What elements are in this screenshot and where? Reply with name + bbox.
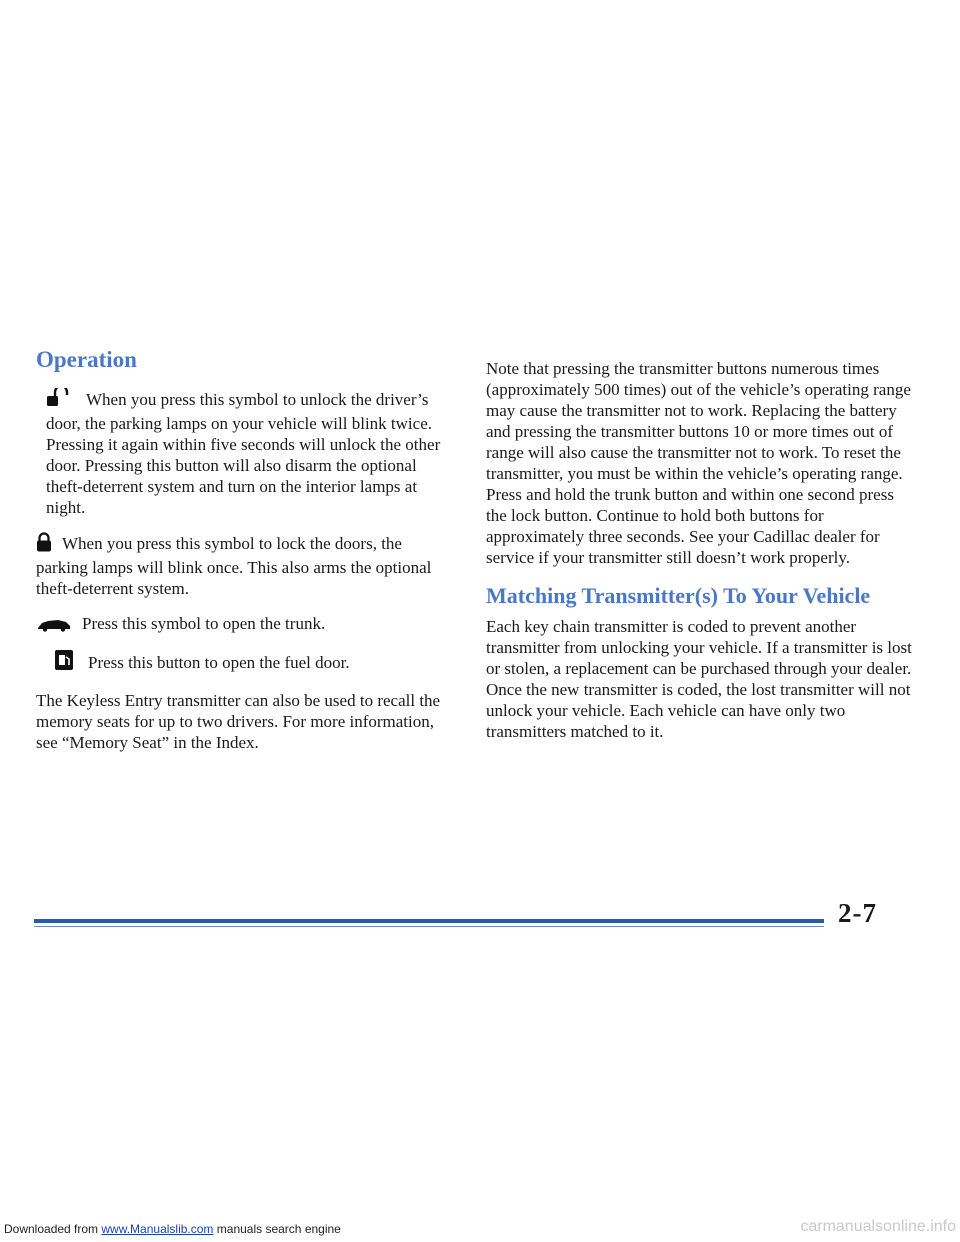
- left-column: [36, 346, 456, 767]
- matching-heading: Matching Transmitter(s) To Your Vehicle: [486, 583, 871, 608]
- manualslib-link[interactable]: www.Manualslib.com: [101, 1222, 214, 1236]
- operation-heading: Operation: [36, 347, 137, 372]
- footer-prefix: Downloaded from: [4, 1222, 102, 1236]
- matching-paragraph: Each key chain transmitter is coded to prevent another transmitter from unlocking your vehicle. If a transmitter is lost or stolen, a replacement can be purchased through your dealer. Once the new transmitter is coded, the lost transmitter will not unlock your vehicle. Each vehicle can have only two transmitters matched to it.: [486, 617, 912, 741]
- trunk-icon: [36, 616, 72, 637]
- watermark: carmanualsonline.info: [800, 1218, 956, 1235]
- trunk-paragraph: [36, 613, 456, 637]
- unlock-paragraph: [36, 388, 456, 518]
- memory-paragraph: The Keyless Entry transmitter can also be used to recall the memory seats for up to two drivers. For more information, see “Memory Seat” in the Index.: [36, 691, 441, 752]
- footer-suffix: manuals search engine: [213, 1222, 341, 1236]
- lock-icon: [36, 532, 52, 557]
- fuel-text: Press this button to open the fuel door.: [88, 653, 350, 672]
- unlock-icon: [46, 388, 76, 413]
- footer-rule-thin: [34, 926, 824, 927]
- lock-text: When you press this symbol to lock the doors, the parking lamps will blink once. This also arms the optional theft-deterrent system.: [36, 534, 432, 598]
- fuel-door-icon: [54, 649, 74, 676]
- trunk-text: Press this symbol to open the trunk.: [82, 614, 326, 633]
- right-column: [486, 358, 916, 756]
- page-number: 2-7: [838, 898, 877, 928]
- download-footer: [4, 1222, 341, 1236]
- fuel-paragraph: [36, 649, 456, 676]
- note-paragraph: Note that pressing the transmitter buttons numerous times (approximately 500 times) out of the vehicle’s operating range may cause the transmitter not to work. Replacing the battery and pressing the transmitter buttons 10 or more times out of range will also cause the transmitter not to work. To reset the transmitter, you must be within the vehicle’s operating range. Press and hold the trunk button and within one second press the lock button. Continue to hold both buttons for approximately three seconds. See your Cadillac dealer for service if your transmitter still doesn’t work properly.: [486, 359, 911, 567]
- footer-rule: [34, 919, 824, 923]
- lock-paragraph: [36, 532, 456, 599]
- unlock-text: When you press this symbol to unlock the driver’s door, the parking lamps on your vehicle will blink twice. Pressing it again within five seconds will unlock the other door. Pressing this button will also disarm the optional theft-deterrent system and turn on the interior lamps at night.: [46, 390, 441, 517]
